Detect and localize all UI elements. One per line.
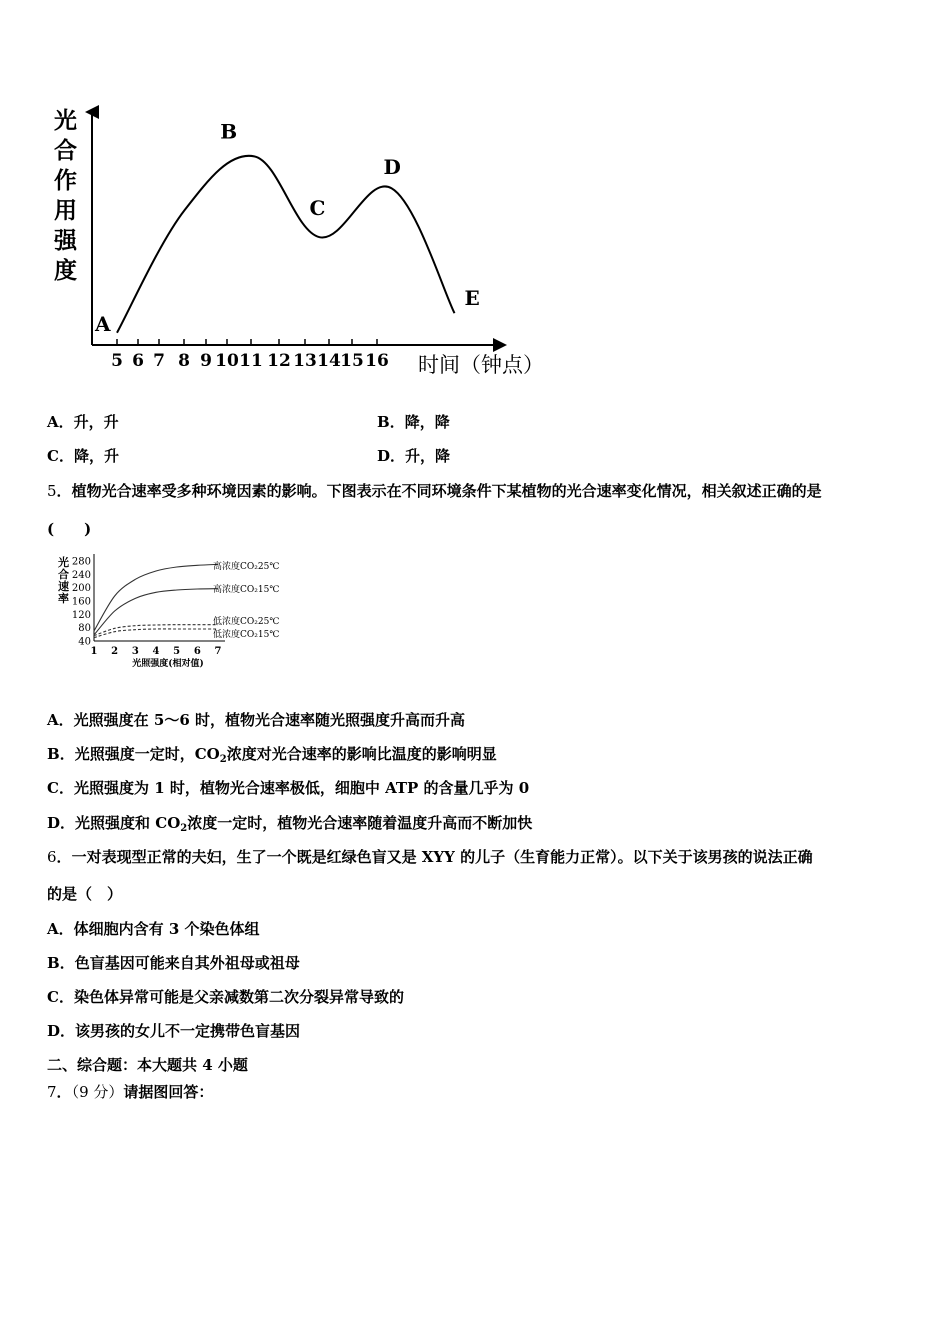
- x-tick-label: 2: [111, 646, 119, 657]
- x-axis-label: 光照强度(相对值): [132, 659, 204, 669]
- x-tick-label: 7: [153, 351, 165, 371]
- x-tick-label: 6: [132, 351, 144, 371]
- q6-option-b[interactable]: B．色盲基因可能来自其外祖母或祖母: [47, 954, 300, 972]
- x-tick-label: 11: [239, 351, 263, 371]
- y-tick-label: 240: [71, 569, 91, 581]
- q6-option-c[interactable]: C．染色体异常可能是父亲减数第二次分裂异常导致的: [47, 988, 404, 1006]
- series-lines: [94, 564, 218, 637]
- x-tick-labels: [91, 646, 222, 657]
- option-letter: B: [377, 413, 390, 431]
- x-tick-label: 1: [90, 646, 98, 657]
- point-label-a: A: [95, 311, 111, 336]
- y-tick-label: 120: [71, 609, 91, 621]
- y-label-char: 度: [54, 257, 77, 284]
- series-line-3: [94, 625, 218, 636]
- x-tick-labels: [111, 351, 389, 371]
- series-label-2: 高浓度CO₂15℃: [213, 585, 280, 595]
- option-letter: A: [47, 413, 59, 431]
- y-label-char: 光: [54, 107, 77, 134]
- point-label-d: D: [383, 155, 401, 180]
- option-text: 升，升: [73, 413, 119, 431]
- y-label-char: 合: [54, 137, 77, 164]
- option-letter: C: [47, 447, 59, 465]
- x-axis-label: 时间（钟点）: [418, 353, 544, 377]
- y-label-char: 率: [58, 592, 69, 605]
- y-axis-label: [58, 555, 69, 605]
- x-tick-label: 9: [200, 351, 212, 371]
- x-tick-label: 12: [267, 351, 291, 371]
- q6-stem-line2: 的是（ ）: [47, 885, 123, 903]
- x-tick-label: 5: [173, 646, 181, 657]
- y-label-char: 作: [54, 167, 77, 194]
- point-label-e: E: [464, 286, 480, 311]
- series-labels: [213, 560, 279, 640]
- x-tick-label: 14: [317, 351, 341, 371]
- option-text: 升，降: [405, 447, 451, 465]
- y-label-char: 速: [58, 580, 69, 593]
- q4-option-b[interactable]: B．降，降: [377, 413, 450, 431]
- q6-stem-line1: 6．一对表现型正常的夫妇，生了一个既是红绿色盲又是 XYY 的儿子（生育能力正常）。以下关于该男孩的说法正确: [47, 848, 813, 866]
- y-tick-labels: [72, 557, 91, 648]
- point-label-b: B: [220, 119, 238, 144]
- option-text: 降，降: [404, 413, 450, 431]
- y-tick-label: 200: [71, 583, 91, 595]
- x-tick-label: 3: [131, 646, 139, 657]
- y-tick-label: 160: [71, 596, 91, 608]
- x-tick-label: 5: [111, 351, 123, 371]
- q4-option-a[interactable]: A．升，升: [47, 413, 119, 431]
- q5-blank: ( ): [47, 520, 92, 538]
- q5-option-a[interactable]: A．光照强度在 5～6 时，植物光合速率随光照强度升高而升高: [47, 711, 465, 729]
- question-number: 6: [47, 848, 57, 866]
- x-tick-label: 16: [365, 351, 389, 371]
- question-number: 7: [47, 1083, 57, 1101]
- question-number: 5: [47, 482, 57, 500]
- x-tick-label: 13: [293, 351, 317, 371]
- section-title: 二、综合题：本大题共 4 小题: [47, 1056, 248, 1074]
- q4-option-d[interactable]: D．升，降: [377, 447, 451, 465]
- photosynthesis-intensity-chart: [40, 100, 580, 390]
- series-label-4: 低浓度CO₂15℃: [213, 630, 280, 640]
- x-tick-label: 10: [215, 351, 239, 371]
- series-line-4: [94, 629, 218, 638]
- y-tick-label: 280: [71, 556, 91, 568]
- point-label-c: C: [309, 196, 326, 221]
- y-axis-label: [53, 107, 78, 284]
- q7-stem: 7．（9 分）请据图回答：: [47, 1083, 214, 1101]
- y-label-char: 合: [58, 568, 69, 581]
- photosynthesis-rate-chart: [50, 548, 310, 678]
- series-line-2: [94, 589, 218, 635]
- q4-option-c[interactable]: C．降，升: [47, 447, 119, 465]
- q5-option-d[interactable]: D．光照强度和 $CO_2$浓度一定时，植物光合速率随着温度升高而不断加快: [47, 814, 533, 834]
- q5-option-c[interactable]: C．光照强度为 1 时，植物光合速率极低，细胞中 ATP 的含量几乎为 0: [47, 779, 530, 797]
- option-text: 降，升: [73, 447, 119, 465]
- series-label-1: 高浓度CO₂25℃: [213, 562, 280, 572]
- q6-option-a[interactable]: A．体细胞内含有 3 个染色体组: [47, 920, 260, 938]
- series-label-3: 低浓度CO₂25℃: [213, 617, 280, 627]
- series-line-1: [94, 564, 218, 631]
- option-letter: D: [377, 447, 391, 465]
- x-tick-label: 8: [178, 351, 190, 371]
- x-tick-label: 6: [193, 646, 201, 657]
- q6-option-d[interactable]: D．该男孩的女儿不一定携带色盲基因: [47, 1022, 301, 1040]
- x-tick-label: 7: [214, 646, 222, 657]
- y-label-char: 强: [54, 227, 77, 254]
- q5-option-b[interactable]: B．光照强度一定时，$CO_2$浓度对光合速率的影响比温度的影响明显: [47, 745, 497, 765]
- y-label-char: 用: [54, 197, 77, 224]
- y-tick-label: 40: [78, 636, 91, 648]
- point-labels: [94, 119, 480, 335]
- intensity-curve: [117, 156, 455, 333]
- y-tick-label: 80: [78, 623, 91, 635]
- x-tick-label: 4: [152, 646, 160, 657]
- x-tick-label: 15: [340, 351, 364, 371]
- y-label-char: 光: [58, 556, 69, 569]
- q5-stem: 5．植物光合速率受多种环境因素的影响。下图表示在不同环境条件下某植物的光合速率变化情况，相关叙述正确的是: [47, 482, 822, 500]
